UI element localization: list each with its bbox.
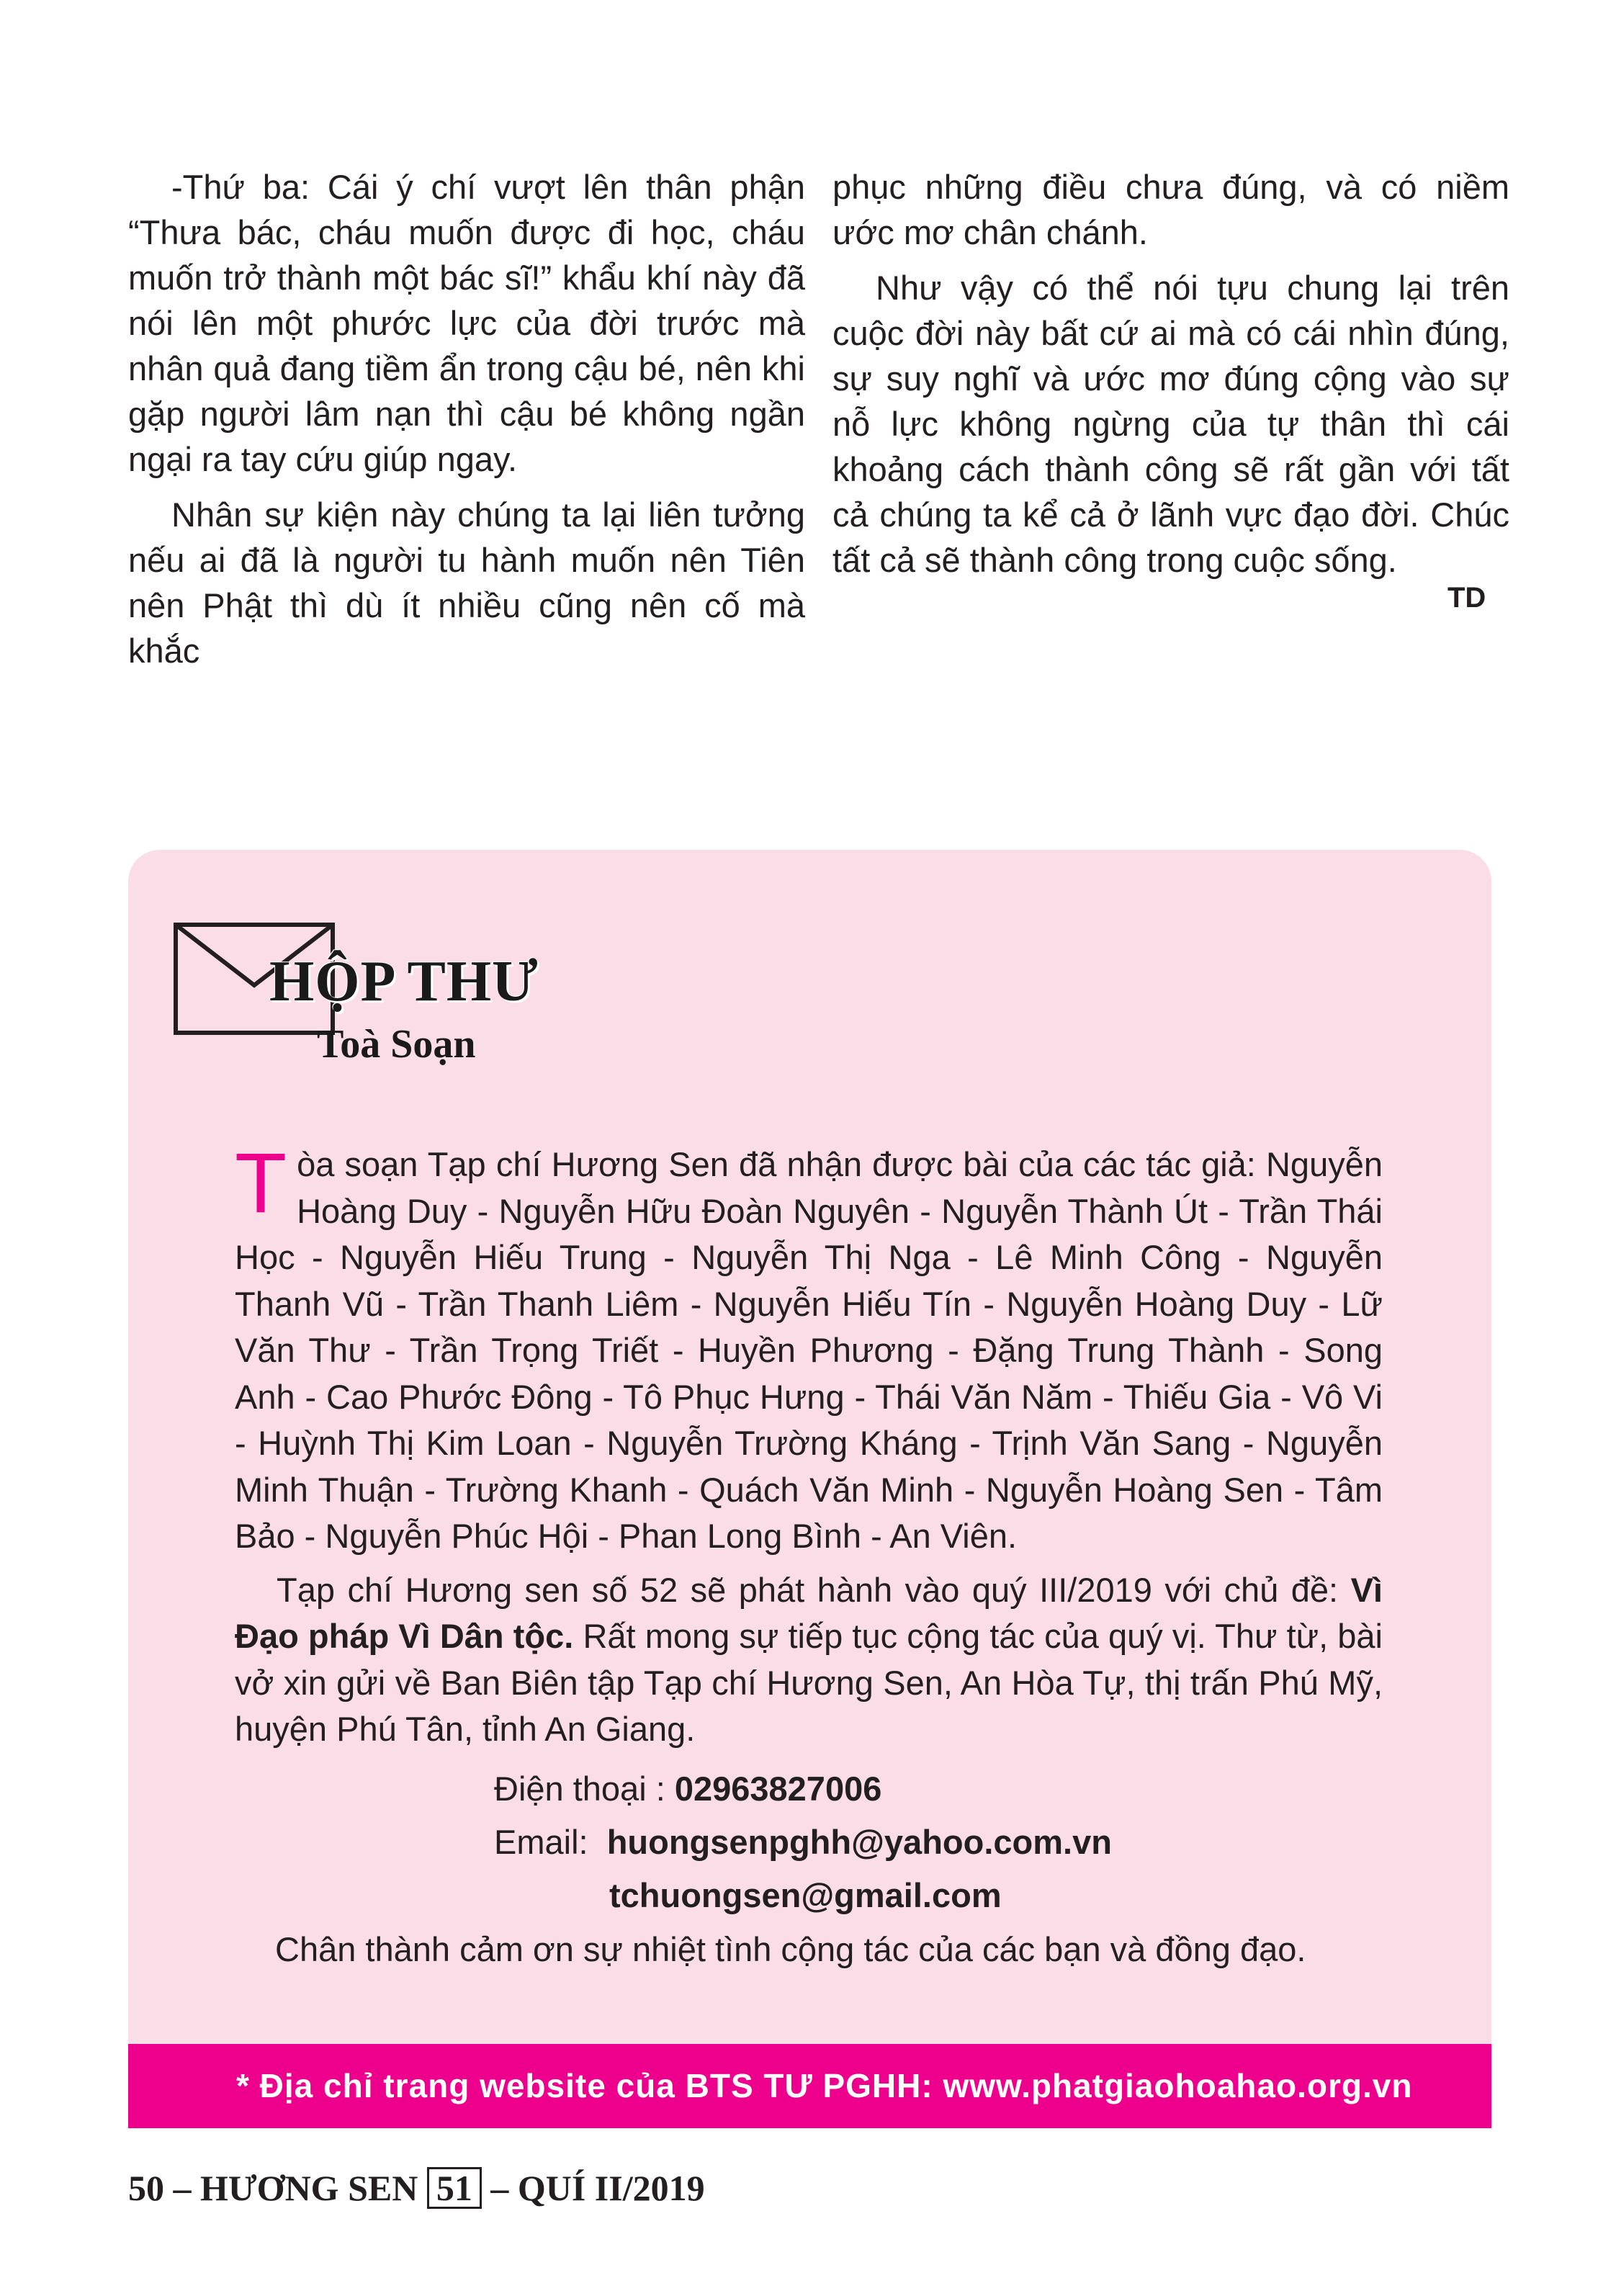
authors-text: òa soạn Tạp chí Hương Sen đã nhận được bài của các tác giả: Nguyễn Hoàng Duy - Nguyễn Hữu Đoàn Nguyên - Nguyễn Thành Út - Trần Thái Học - Nguyễn Hiếu Trung - Nguyễn Thị Nga - Lê Minh Công - Nguyễn Thanh Vũ - Trần Thanh Liêm - Nguyễn Hiếu Tín - Nguyễn Hoàng Duy - Lữ Văn Thư - Trần Trọng Triết - Huyền Phương - Đặng Trung Thành - Song Anh - Cao Phước Đông - Tô Phục Hưng - Thái Văn Năm - Thiếu Gia - Vô Vi - Huỳnh Thị Kim Loan - Nguyễn Trường Kháng - Trịnh Văn Sang - Nguyễn Minh Thuận - Trường Khanh - Quách Văn Minh - Nguyễn Hoàng Sen - Tâm Bảo - Nguyễn Phúc Hội - Phan Long Bình - An Viên. (235, 1145, 1383, 1555)
announcement-paragraph (235, 1567, 1383, 1753)
mailbox-body (235, 1136, 1383, 1753)
footer-separator: – (173, 2168, 192, 2208)
email-label: Email: (494, 1823, 588, 1861)
issue-theme: Vì Đạo pháp Vì Dân tộc. (235, 1570, 1383, 1655)
thanks-note: Chân thành cảm ơn sự nhiệt tình cộng tác của các bạn và đồng đạo. (275, 1930, 1306, 1968)
phone-label: Điện thoại : (494, 1770, 665, 1808)
magazine-name: HƯƠNG SEN (200, 2168, 418, 2208)
article-paragraph: -Thứ ba: Cái ý chí vượt lên thân phận “Thưa bác, cháu muốn được đi học, cháu muốn trở thành một bác sĩ!” khẩu khí này đã nói lên một phước lực của đời trước mà nhân quả đang tiềm ẩn trong cậu bé, nên khi gặp người lâm nạn thì cậu bé không ngần ngại ra tay cứu giúp ngay. (128, 168, 805, 478)
website-note[interactable]: * Địa chỉ trang website của BTS TƯ PGHH: www.phatgiaohoahao.org.vn (236, 2067, 1413, 2104)
website-banner (128, 2044, 1491, 2128)
email-address-primary[interactable]: huongsenpghh@yahoo.com.vn (606, 1823, 1112, 1861)
issue-period: QUÍ II/2019 (517, 2168, 705, 2208)
page-number: 50 (128, 2168, 164, 2208)
article-paragraph: Như vậy có thể nói tựu chung lại trên cuộc đời này bất cứ ai mà có cái nhìn đúng, sự suy nghĩ và ước mơ đúng cộng vào sự nỗ lực không ngừng của tự thân thì cái khoảng cách thành công sẽ rất gần với tất cả chúng ta kể cả ở lãnh vực đạo đời. Chúc tất cả sẽ thành công trong cuộc sống. (832, 269, 1509, 579)
email-line (494, 1821, 1112, 1864)
phone-number: 02963827006 (674, 1770, 882, 1808)
article-paragraph: phục những điều chưa đúng, và có niềm ước mơ chân chánh. (832, 168, 1509, 251)
authors-paragraph (235, 1136, 1383, 1560)
issue-number: 51 (427, 2167, 482, 2209)
announcement-rest: Rất mong sự tiếp tục cộng tác của quý vị. Thư từ, bài vở xin gửi về Ban Biên tập Tạp chí Hương Sen, An Hòa Tự, thị trấn Phú Mỹ, huyện Phú Tân, tỉnh An Giang. (235, 1617, 1383, 1748)
article-paragraph: Nhân sự kiện này chúng ta lại liên tưởng nếu ai đã là người tu hành muốn nên Tiên nên Phật thì dù ít nhiều cũng nên cố mà khắc (128, 495, 805, 670)
footer-separator: – (490, 2168, 509, 2208)
article-column-right (832, 164, 1509, 583)
email-address-secondary[interactable]: tchuongsen@gmail.com (609, 1876, 1002, 1914)
page-footer (128, 2166, 705, 2210)
mailbox-title: HỘP THƯ (269, 950, 539, 1013)
article-column-left (128, 164, 805, 673)
phone-line (494, 1767, 881, 1811)
mailbox-subtitle: Toà Soạn (317, 1022, 476, 1067)
drop-cap: T (235, 1136, 287, 1231)
article-signature: TD (1447, 582, 1486, 614)
announcement-intro: Tạp chí Hương sen số 52 sẽ phát hành vào quý III/2019 với chủ đề: (277, 1570, 1339, 1609)
